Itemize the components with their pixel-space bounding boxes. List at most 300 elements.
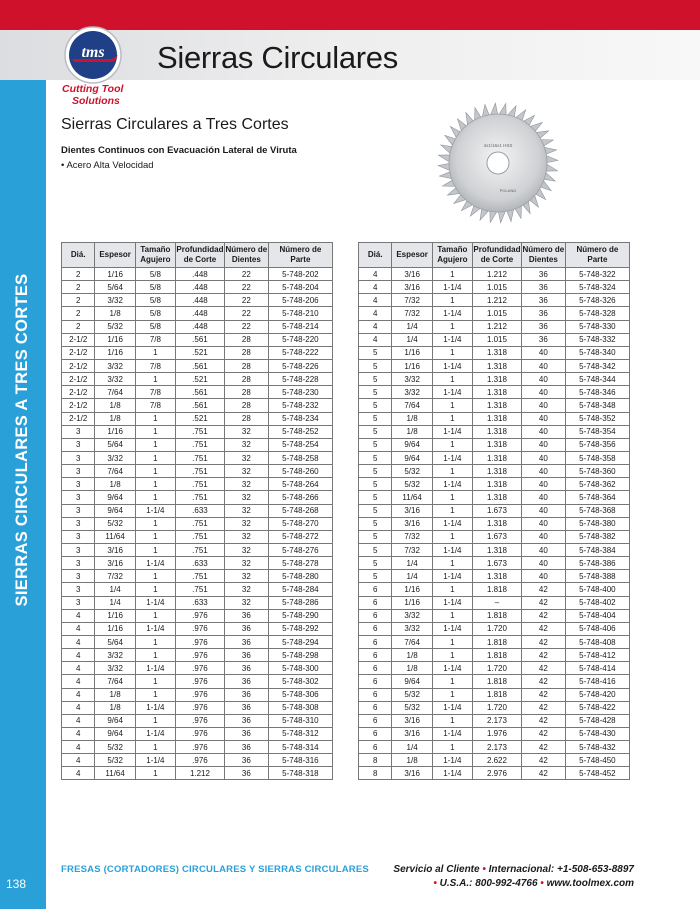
table-cell: 1/16: [95, 425, 135, 438]
table-cell: 28: [224, 386, 268, 399]
table-cell: 11/64: [95, 767, 135, 780]
table-cell: 5/32: [392, 688, 432, 701]
table-row: [359, 373, 630, 386]
table-row: [359, 622, 630, 635]
table-cell: 5: [359, 359, 392, 372]
table-cell: 1.818: [473, 649, 522, 662]
table-row: [359, 570, 630, 583]
table-row: [359, 478, 630, 491]
table-cell: 11/64: [392, 491, 432, 504]
table-row: [62, 622, 333, 635]
table-row: [359, 268, 630, 281]
table-row: [359, 412, 630, 425]
footer-usa-phone[interactable]: U.S.A.: 800-992-4766: [439, 878, 538, 889]
page-title: Sierras Circulares: [157, 40, 398, 75]
table-cell: 1: [135, 412, 175, 425]
table-cell: 1.818: [473, 675, 522, 688]
footer-international-phone[interactable]: Internacional: +1-508-653-8897: [488, 864, 634, 875]
table-cell: 2-1/2: [62, 359, 95, 372]
table-cell: 1: [135, 649, 175, 662]
table-cell: 3/16: [392, 767, 432, 780]
table-cell: 36: [521, 307, 565, 320]
table-row: [359, 767, 630, 780]
table-cell: 5-748-226: [268, 359, 332, 372]
table-cell: 40: [521, 557, 565, 570]
table-cell: 6: [359, 649, 392, 662]
table-cell: 5: [359, 478, 392, 491]
table-cell: 3: [62, 478, 95, 491]
table-cell: 40: [521, 438, 565, 451]
table-cell: 5/32: [95, 517, 135, 530]
logo-text: tms: [81, 44, 105, 61]
table-cell: 1/16: [95, 622, 135, 635]
material-bullet: • Acero Alta Velocidad: [61, 160, 154, 171]
table-cell: 4: [359, 294, 392, 307]
table-row: [359, 557, 630, 570]
table-cell: 3: [62, 557, 95, 570]
table-cell: .976: [176, 701, 225, 714]
table-cell: 5-748-384: [565, 543, 629, 556]
table-cell: 5-748-324: [565, 281, 629, 294]
table-cell: 5: [359, 451, 392, 464]
table-cell: 5-748-380: [565, 517, 629, 530]
table-cell: 1.318: [473, 438, 522, 451]
table-row: [62, 478, 333, 491]
table-cell: 1/8: [95, 307, 135, 320]
table-cell: 2: [62, 294, 95, 307]
column-header-line: de Corte: [480, 255, 514, 264]
table-cell: 2-1/2: [62, 373, 95, 386]
table-cell: 5-748-266: [268, 491, 332, 504]
table-cell: 1.015: [473, 307, 522, 320]
table-cell: 5/32: [95, 754, 135, 767]
table-row: [359, 596, 630, 609]
table-cell: 4: [62, 622, 95, 635]
table-cell: 5-748-220: [268, 333, 332, 346]
table-cell: 5-748-228: [268, 373, 332, 386]
table-row: [62, 281, 333, 294]
table-cell: 4: [359, 320, 392, 333]
table-cell: 40: [521, 359, 565, 372]
table-cell: 7/64: [95, 386, 135, 399]
table-cell: 5-748-328: [565, 307, 629, 320]
table-cell: 1.318: [473, 465, 522, 478]
table-cell: 42: [521, 727, 565, 740]
column-header: [432, 243, 472, 268]
table-cell: 2-1/2: [62, 346, 95, 359]
table-cell: 1-1/4: [432, 478, 472, 491]
table-cell: 40: [521, 478, 565, 491]
table-cell: 5-748-234: [268, 412, 332, 425]
table-cell: 3: [62, 596, 95, 609]
table-cell: 9/64: [95, 727, 135, 740]
table-cell: 40: [521, 346, 565, 359]
table-cell: .976: [176, 649, 225, 662]
table-cell: 3/16: [95, 543, 135, 556]
table-cell: 36: [224, 754, 268, 767]
column-header: [135, 243, 175, 268]
table-cell: 40: [521, 425, 565, 438]
table-cell: 5: [359, 425, 392, 438]
table-cell: .521: [176, 412, 225, 425]
table-cell: 7/32: [95, 570, 135, 583]
table-cell: 7/64: [95, 675, 135, 688]
table-cell: 5/8: [135, 268, 175, 281]
table-cell: 1-1/4: [432, 596, 472, 609]
table-cell: 1.212: [473, 294, 522, 307]
table-cell: 4: [62, 675, 95, 688]
table-cell: 7/64: [392, 635, 432, 648]
table-cell: 2-1/2: [62, 399, 95, 412]
table-cell: 5-748-318: [268, 767, 332, 780]
table-cell: 5-748-344: [565, 373, 629, 386]
table-row: [359, 504, 630, 517]
table-cell: 1-1/4: [432, 517, 472, 530]
table-cell: 1: [135, 346, 175, 359]
table-cell: 5: [359, 438, 392, 451]
table-cell: 3/32: [392, 373, 432, 386]
table-cell: 1: [135, 570, 175, 583]
table-row: [359, 675, 630, 688]
table-cell: 32: [224, 504, 268, 517]
table-row: [359, 399, 630, 412]
table-cell: 1.318: [473, 386, 522, 399]
table-cell: 5/32: [392, 701, 432, 714]
table-cell: 2-1/2: [62, 333, 95, 346]
table-row: [62, 412, 333, 425]
table-cell: 1: [432, 320, 472, 333]
table-cell: 5-748-432: [565, 741, 629, 754]
table-cell: 5: [359, 346, 392, 359]
table-cell: .751: [176, 438, 225, 451]
table-row: [62, 386, 333, 399]
column-header-line: Tamaño: [437, 245, 468, 254]
column-header: [62, 243, 95, 268]
tagline-line-2: Solutions: [72, 95, 120, 107]
table-cell: 5-748-316: [268, 754, 332, 767]
table-cell: 1/16: [392, 583, 432, 596]
table-cell: 1/16: [95, 268, 135, 281]
table-cell: 1.318: [473, 478, 522, 491]
table-cell: 5: [359, 504, 392, 517]
table-cell: 3/16: [392, 517, 432, 530]
table-row: [359, 714, 630, 727]
table-cell: .561: [176, 333, 225, 346]
table-cell: 5-748-430: [565, 727, 629, 740]
table-cell: 36: [224, 609, 268, 622]
table-cell: 1-1/4: [432, 727, 472, 740]
section-subtitle: Sierras Circulares a Tres Cortes: [61, 116, 289, 133]
table-cell: 42: [521, 701, 565, 714]
table-cell: 1: [432, 504, 472, 517]
table-cell: 5-748-276: [268, 543, 332, 556]
table-row: [359, 465, 630, 478]
table-cell: 1-1/4: [432, 425, 472, 438]
table-cell: 3/32: [95, 294, 135, 307]
table-cell: .561: [176, 386, 225, 399]
table-cell: 1.318: [473, 373, 522, 386]
table-cell: 22: [224, 320, 268, 333]
table-cell: 5-748-358: [565, 451, 629, 464]
table-header-row: [359, 243, 630, 268]
table-cell: 4: [62, 649, 95, 662]
table-cell: 4: [62, 741, 95, 754]
table-cell: 1: [432, 688, 472, 701]
column-header: [224, 243, 268, 268]
table-row: [359, 649, 630, 662]
table-cell: 3/32: [392, 609, 432, 622]
table-cell: 36: [224, 727, 268, 740]
table-cell: 5/64: [95, 281, 135, 294]
tagline: [62, 83, 123, 107]
table-cell: 32: [224, 465, 268, 478]
table-cell: 42: [521, 649, 565, 662]
column-header-line: Dientes: [528, 255, 558, 264]
table-cell: 4: [62, 701, 95, 714]
table-cell: 3: [62, 570, 95, 583]
table-cell: 1: [135, 438, 175, 451]
table-cell: 1: [135, 425, 175, 438]
table-cell: 1/4: [392, 741, 432, 754]
table-cell: .751: [176, 583, 225, 596]
table-cell: 40: [521, 570, 565, 583]
column-header-line: Espesor: [99, 250, 131, 259]
table-row: [62, 701, 333, 714]
table-cell: 4: [62, 662, 95, 675]
table-row: [62, 583, 333, 596]
table-cell: 5-748-412: [565, 649, 629, 662]
table-cell: 5-748-450: [565, 754, 629, 767]
table-cell: 7/64: [95, 465, 135, 478]
table-cell: 1: [135, 491, 175, 504]
table-cell: 32: [224, 425, 268, 438]
table-cell: 36: [224, 635, 268, 648]
table-cell: 1: [135, 465, 175, 478]
footer-service-label: Servicio al Cliente: [393, 864, 480, 875]
table-cell: 5-748-422: [565, 701, 629, 714]
table-row: [62, 359, 333, 372]
table-cell: 28: [224, 346, 268, 359]
tms-logo-icon: [64, 26, 122, 84]
table-cell: .751: [176, 543, 225, 556]
table-cell: 32: [224, 451, 268, 464]
table-cell: 32: [224, 438, 268, 451]
table-cell: 7/32: [392, 294, 432, 307]
table-cell: 5: [359, 517, 392, 530]
column-header: [176, 243, 225, 268]
table-cell: 5/32: [392, 465, 432, 478]
table-cell: 36: [224, 714, 268, 727]
table-cell: 1.818: [473, 635, 522, 648]
table-cell: 6: [359, 688, 392, 701]
table-cell: 3/16: [392, 504, 432, 517]
table-row: [62, 373, 333, 386]
table-cell: 1-1/4: [135, 662, 175, 675]
table-cell: 1.673: [473, 557, 522, 570]
table-cell: 2-1/2: [62, 386, 95, 399]
table-cell: 5-748-352: [565, 412, 629, 425]
table-row: [62, 294, 333, 307]
table-cell: 5-748-406: [565, 622, 629, 635]
table-cell: 5-748-302: [268, 675, 332, 688]
table-cell: 32: [224, 517, 268, 530]
table-cell: 3/32: [95, 373, 135, 386]
saw-marking-1: 4x1/16x1 HSS: [483, 143, 513, 148]
table-cell: 5-748-408: [565, 635, 629, 648]
table-cell: 5-748-284: [268, 583, 332, 596]
table-cell: .751: [176, 491, 225, 504]
table-row: [62, 543, 333, 556]
table-row: [359, 386, 630, 399]
table-cell: .561: [176, 359, 225, 372]
table-cell: 5-748-348: [565, 399, 629, 412]
table-cell: 7/64: [392, 399, 432, 412]
table-cell: 1-1/4: [135, 557, 175, 570]
table-cell: 1.212: [473, 320, 522, 333]
table-cell: 1: [432, 635, 472, 648]
table-row: [359, 281, 630, 294]
table-row: [62, 727, 333, 740]
table-cell: 5-748-306: [268, 688, 332, 701]
table-cell: .633: [176, 504, 225, 517]
table-cell: 7/32: [392, 543, 432, 556]
table-cell: 36: [224, 675, 268, 688]
column-header-line: Dientes: [231, 255, 261, 264]
table-cell: 4: [359, 268, 392, 281]
table-cell: 6: [359, 701, 392, 714]
table-cell: 1: [135, 767, 175, 780]
column-header-line: Número de: [225, 245, 268, 254]
table-cell: 32: [224, 530, 268, 543]
table-cell: 1: [432, 399, 472, 412]
table-cell: 4: [62, 635, 95, 648]
table-cell: 7/32: [392, 307, 432, 320]
table-cell: 1-1/4: [432, 386, 472, 399]
table-cell: 2.173: [473, 741, 522, 754]
table-cell: 2: [62, 281, 95, 294]
table-cell: 1/4: [392, 557, 432, 570]
table-cell: .976: [176, 635, 225, 648]
table-cell: 1/16: [392, 346, 432, 359]
table-cell: 36: [224, 767, 268, 780]
table-cell: .976: [176, 688, 225, 701]
table-cell: 42: [521, 583, 565, 596]
circular-saw-icon: [436, 101, 560, 225]
table-cell: 1-1/4: [135, 701, 175, 714]
table-cell: 6: [359, 741, 392, 754]
table-cell: 1.818: [473, 609, 522, 622]
table-cell: 5-748-290: [268, 609, 332, 622]
table-cell: 1.015: [473, 333, 522, 346]
table-cell: 5-748-386: [565, 557, 629, 570]
table-cell: .751: [176, 425, 225, 438]
table-cell: 5-748-278: [268, 557, 332, 570]
table-cell: 6: [359, 596, 392, 609]
table-cell: 7/8: [135, 399, 175, 412]
table-row: [62, 451, 333, 464]
table-cell: 3: [62, 530, 95, 543]
table-cell: 5: [359, 530, 392, 543]
table-cell: 1.318: [473, 346, 522, 359]
table-cell: 3/16: [392, 281, 432, 294]
table-cell: 28: [224, 373, 268, 386]
table-row: [62, 438, 333, 451]
table-cell: 1/8: [392, 662, 432, 675]
table-cell: 2-1/2: [62, 412, 95, 425]
table-cell: 7/8: [135, 333, 175, 346]
table-cell: 5: [359, 373, 392, 386]
table-cell: 1-1/4: [432, 622, 472, 635]
table-cell: 5/64: [95, 438, 135, 451]
column-header-line: Diá.: [70, 250, 86, 259]
table-row: [359, 741, 630, 754]
table-cell: 1/8: [392, 649, 432, 662]
table-cell: 5-748-330: [565, 320, 629, 333]
table-cell: 5-748-210: [268, 307, 332, 320]
table-cell: 1: [432, 465, 472, 478]
table-cell: 1/4: [392, 570, 432, 583]
column-header-line: Número de: [576, 245, 619, 254]
table-cell: 5/8: [135, 307, 175, 320]
table-cell: 1/16: [95, 609, 135, 622]
table-row: [62, 741, 333, 754]
table-cell: 1.318: [473, 359, 522, 372]
table-cell: 42: [521, 754, 565, 767]
footer-section-label: FRESAS (CORTADORES) CIRCULARES Y SIERRAS CIRCULARES: [61, 864, 369, 875]
table-cell: 1: [432, 346, 472, 359]
table-cell: 1-1/4: [432, 281, 472, 294]
table-row: [359, 688, 630, 701]
column-header: [473, 243, 522, 268]
table-cell: 1.318: [473, 543, 522, 556]
table-cell: 5: [359, 399, 392, 412]
table-row: [359, 543, 630, 556]
table-row: [62, 675, 333, 688]
table-cell: 1: [432, 294, 472, 307]
table-cell: 5-748-364: [565, 491, 629, 504]
table-cell: 6: [359, 609, 392, 622]
table-cell: 32: [224, 478, 268, 491]
table-cell: 1: [432, 714, 472, 727]
column-header: [268, 243, 332, 268]
table-cell: 5-748-346: [565, 386, 629, 399]
table-cell: 5-748-402: [565, 596, 629, 609]
table-cell: 4: [359, 333, 392, 346]
table-cell: 3: [62, 491, 95, 504]
table-cell: .633: [176, 557, 225, 570]
table-row: [62, 530, 333, 543]
table-cell: 1: [135, 688, 175, 701]
table-cell: 5: [359, 386, 392, 399]
table-cell: 40: [521, 504, 565, 517]
table-cell: 1: [135, 741, 175, 754]
table-cell: 5-748-264: [268, 478, 332, 491]
table-cell: 42: [521, 688, 565, 701]
table-cell: 32: [224, 583, 268, 596]
table-cell: 3: [62, 438, 95, 451]
table-cell: 1/8: [392, 754, 432, 767]
table-row: [359, 425, 630, 438]
table-cell: 5-748-294: [268, 635, 332, 648]
page-number: 138: [6, 877, 27, 891]
table-cell: 1.673: [473, 530, 522, 543]
table-cell: 42: [521, 622, 565, 635]
table-cell: 1/8: [392, 412, 432, 425]
column-header-line: Tamaño: [140, 245, 171, 254]
table-cell: 1: [135, 478, 175, 491]
footer-website-link[interactable]: www.toolmex.com: [546, 878, 634, 889]
table-cell: 5-748-214: [268, 320, 332, 333]
